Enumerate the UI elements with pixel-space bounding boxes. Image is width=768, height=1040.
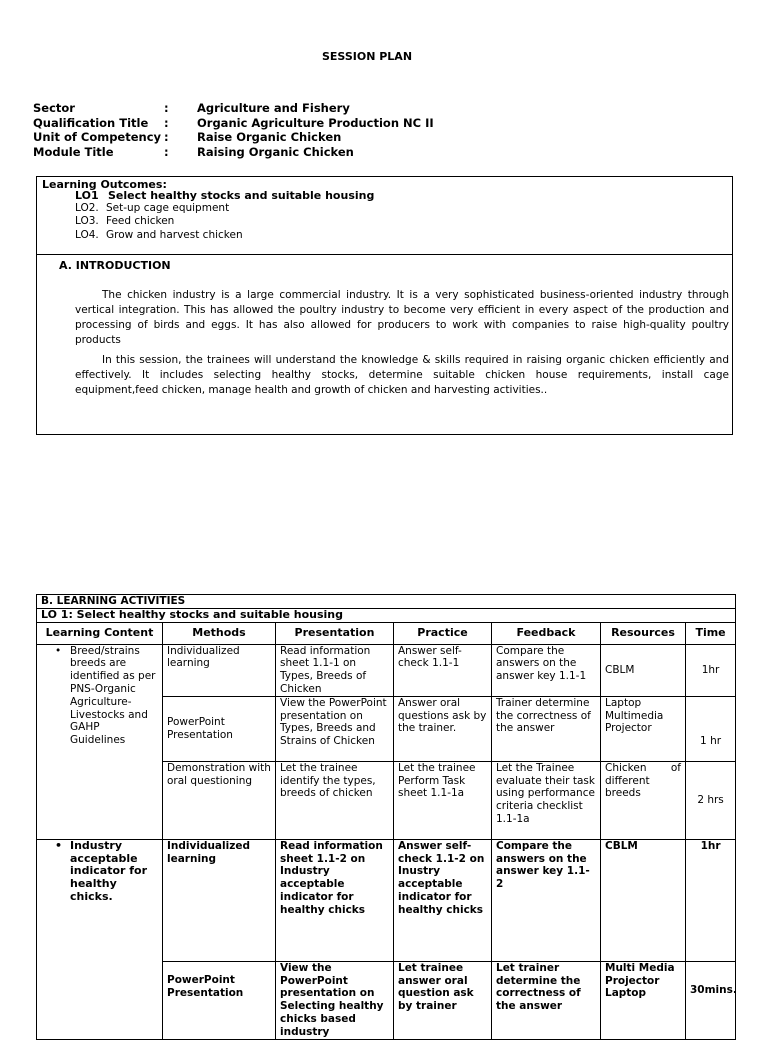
- lo-title-row: [37, 608, 736, 622]
- resources-cell: CBLM: [601, 644, 686, 696]
- column-header: Methods: [163, 622, 276, 644]
- learning-outcome-number: LO2.: [75, 202, 99, 215]
- time-cell: 30mins.: [686, 961, 736, 1039]
- learning-outcome-text: Select healthy stocks and suitable housing: [108, 189, 375, 202]
- column-header: Practice: [394, 622, 492, 644]
- presentation-cell: Let the trainee identify the types, breeds of chicken: [276, 761, 394, 839]
- introduction-heading: A. INTRODUCTION: [59, 259, 171, 272]
- method-cell: PowerPoint Presentation: [163, 696, 276, 761]
- method-cell: PowerPoint Presentation: [163, 961, 276, 1039]
- resources-cell: Chicken of different breeds: [601, 761, 686, 839]
- practice-cell: Let the trainee Perform Task sheet 1.1-1a: [394, 761, 492, 839]
- learning-content-cell: [37, 644, 163, 839]
- learning-outcome-number: LO3.: [75, 215, 99, 228]
- header-row-module: [33, 145, 434, 160]
- presentation-cell: Read information sheet 1.1-1 on Types, Breeds of Chicken: [276, 644, 394, 696]
- practice-cell: Answer oral questions ask by the trainer.: [394, 696, 492, 761]
- practice-cell: Answer self-check 1.1-1: [394, 644, 492, 696]
- learning-outcomes-list: [75, 189, 374, 242]
- presentation-cell: View the PowerPoint presentation on Selecting healthy chicks based industry: [276, 961, 394, 1039]
- learning-activities-table: [36, 594, 736, 1040]
- header-colon: :: [164, 144, 169, 159]
- session-header: [33, 101, 434, 159]
- header-value: Raise Organic Chicken: [197, 130, 342, 145]
- header-value: Organic Agriculture Production NC II: [197, 115, 434, 130]
- column-header-row: [37, 622, 736, 644]
- header-label: Unit of Competency: [33, 130, 162, 145]
- time-cell: 1hr: [686, 839, 736, 961]
- presentation-cell: View the PowerPoint presentation on Types, Breeds and Strains of Chicken: [276, 696, 394, 761]
- header-label: Module Title: [33, 144, 114, 159]
- feedback-cell: Let trainer determine the correctness of the answer: [492, 961, 601, 1039]
- column-header: Time: [686, 622, 736, 644]
- header-colon: :: [164, 101, 169, 115]
- table-row: [37, 644, 736, 696]
- time-cell: 1 hr: [686, 696, 736, 761]
- method-cell: Individualized learning: [163, 644, 276, 696]
- learning-outcome-item: [75, 189, 374, 202]
- learning-outcomes: [37, 177, 732, 255]
- learning-outcome-text: Set-up cage equipment: [106, 202, 230, 215]
- table-row: [37, 839, 736, 961]
- column-header: Learning Content: [37, 622, 163, 644]
- column-header: Presentation: [276, 622, 394, 644]
- resources-cell: CBLM: [601, 839, 686, 961]
- learning-outcomes-heading: Learning Outcomes:: [42, 178, 167, 191]
- header-row-unit: [33, 130, 434, 145]
- presentation-cell: Read information sheet 1.1-2 on Industry acceptable indicator for healthy chicks: [276, 839, 394, 961]
- learning-outcome-item: [75, 229, 374, 242]
- learning-outcome-item: [75, 202, 374, 215]
- header-label: Qualification Title: [33, 115, 149, 130]
- learning-outcome-text: Feed chicken: [106, 215, 175, 228]
- page-title: SESSION PLAN: [321, 50, 413, 63]
- method-cell: Individualized learning: [163, 839, 276, 961]
- header-value: Raising Organic Chicken: [197, 144, 354, 159]
- activities-section-title: B. LEARNING ACTIVITIES: [37, 595, 736, 609]
- lo-title: LO 1: Select healthy stocks and suitable housing: [37, 608, 736, 622]
- time-cell: 2 hrs: [686, 761, 736, 839]
- outcomes-introduction-box: [36, 176, 733, 435]
- learning-outcome-number: LO1: [75, 189, 99, 202]
- feedback-cell: Compare the answers on the answer key 1.1-1: [492, 644, 601, 696]
- feedback-cell: Let the Trainee evaluate their task using performance criteria checklist 1.1-1a: [492, 761, 601, 839]
- header-label: Sector: [33, 101, 75, 115]
- header-colon: :: [164, 130, 169, 145]
- method-cell: Demonstration with oral questioning: [163, 761, 276, 839]
- feedback-cell: Compare the answers on the answer key 1.1-2: [492, 839, 601, 961]
- introduction-body: [75, 288, 729, 403]
- practice-cell: Answer self-check 1.1-2 on Inustry acceptable indicator for healthy chicks: [394, 839, 492, 961]
- introduction-paragraph: In this session, the trainees will understand the knowledge & skills required in raising organic chicken efficiently and effectively. It includes selecting healthy stocks, determine suitable chicken house requirements, install cage equipment,feed chicken, manage health and growth of chicken and harvesting activities..: [75, 354, 729, 396]
- header-row-sector: [33, 101, 434, 116]
- introduction-paragraph: The chicken industry is a large commercial industry. It is a very sophisticated business-oriented industry through vertical integration. This has allowed the poultry industry to become very efficient in every aspect of the production and processing of birds and eggs. It has also allowed for producers to work with companies to raise high-quality poultry products: [75, 289, 729, 346]
- column-header: Resources: [601, 622, 686, 644]
- feedback-cell: Trainer determine the correctness of the answer: [492, 696, 601, 761]
- header-row-qualification: [33, 116, 434, 131]
- practice-cell: Let trainee answer oral question ask by trainer: [394, 961, 492, 1039]
- learning-outcome-text: Grow and harvest chicken: [106, 228, 243, 241]
- learning-content-text: • Industry acceptable indicator for healthy chicks.: [55, 840, 158, 904]
- learning-content-cell: [37, 839, 163, 1039]
- activities-section-row: [37, 595, 736, 609]
- header-colon: :: [164, 115, 169, 130]
- learning-outcome-number: LO4.: [75, 228, 99, 241]
- resources-cell: Multi Media Projector Laptop: [601, 961, 686, 1039]
- column-header: Feedback: [492, 622, 601, 644]
- learning-outcome-item: [75, 215, 374, 228]
- resources-cell: Laptop Multimedia Projector: [601, 696, 686, 761]
- header-value: Agriculture and Fishery: [197, 101, 350, 115]
- time-cell: 1hr: [686, 644, 736, 696]
- learning-content-text: • Breed/strains breeds are identified as per PNS-Organic Agriculture-Livestocks and GAHP Guidelines: [55, 645, 158, 747]
